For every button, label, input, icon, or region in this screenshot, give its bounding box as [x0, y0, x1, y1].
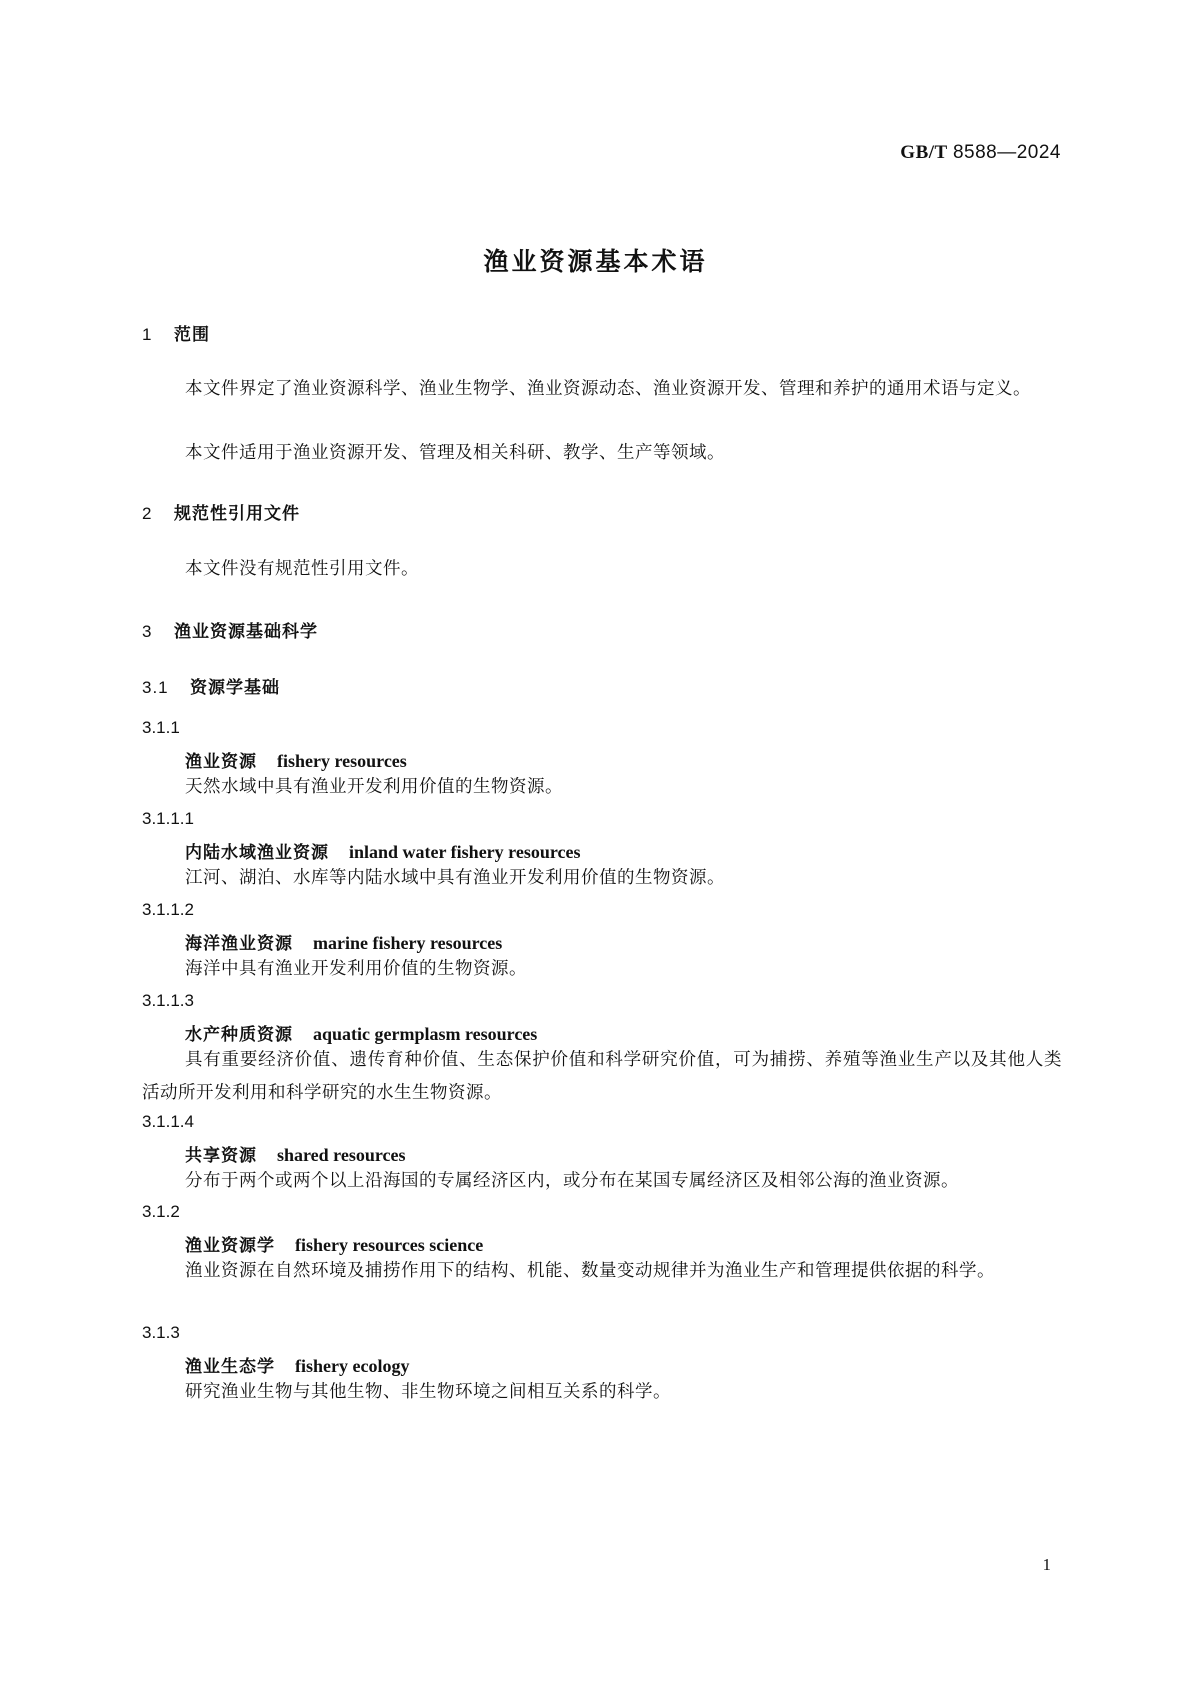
term-en: aquatic germplasm resources — [313, 1024, 538, 1044]
term-zh: 共享资源 — [185, 1146, 257, 1166]
standard-code — [900, 142, 1061, 164]
document-title: 渔业资源基本术语 — [483, 247, 708, 276]
section-title: 渔业资源基础科学 — [174, 622, 318, 642]
term-zh: 海洋渔业资源 — [185, 934, 293, 954]
term-en: marine fishery resources — [313, 933, 503, 953]
term-definition: 研究渔业生物与其他生物、非生物环境之间相互关系的科学。 — [185, 1382, 671, 1402]
term-number: 3.1.2 — [142, 1202, 180, 1221]
section-1-paragraph-2: 本文件适用于渔业资源开发、管理及相关科研、教学、生产等领域。 — [185, 443, 725, 463]
term-en: inland water fishery resources — [349, 842, 581, 862]
term-number: 3.1.1.3 — [142, 991, 194, 1010]
term-number: 3.1.1.4 — [142, 1112, 194, 1131]
term-en: shared resources — [277, 1145, 406, 1165]
section-1-heading — [142, 320, 210, 345]
term-number: 3.1.1 — [142, 718, 180, 737]
term-number: 3.1.1.2 — [142, 900, 194, 919]
section-number: 2 — [142, 504, 153, 523]
term-definition: 具有重要经济价值、遗传育种价值、生态保护价值和科学研究价值，可为捕捞、养殖等渔业生产以及其他人类活动所开发利用和科学研究的水生生物资源。 — [142, 1050, 1062, 1103]
term-zh: 内陆水域渔业资源 — [185, 843, 329, 863]
term-en: fishery resources science — [295, 1235, 484, 1255]
term-heading — [185, 1141, 406, 1166]
term-number: 3.1.1.1 — [142, 809, 194, 828]
term-en: fishery ecology — [295, 1356, 410, 1376]
section-number: 3 — [142, 622, 153, 641]
term-definition: 天然水域中具有渔业开发利用价值的生物资源。 — [185, 777, 563, 797]
standard-code-number: 8588—2024 — [952, 142, 1061, 163]
term-heading — [185, 1231, 483, 1256]
term-zh: 渔业资源学 — [185, 1236, 275, 1256]
section-title: 规范性引用文件 — [174, 504, 300, 524]
section-2-heading — [142, 499, 300, 524]
section-3-1-heading — [142, 673, 280, 698]
section-number: 3.1 — [142, 678, 169, 697]
section-title: 资源学基础 — [190, 678, 280, 698]
term-heading — [185, 929, 502, 954]
term-heading — [185, 1352, 409, 1377]
term-definition: 江河、湖泊、水库等内陆水域中具有渔业开发利用价值的生物资源。 — [185, 868, 725, 888]
term-en: fishery resources — [277, 751, 407, 771]
section-title: 范围 — [174, 325, 210, 345]
standard-code-prefix: GB/T — [900, 142, 948, 163]
term-definition: 分布于两个或两个以上沿海国的专属经济区内，或分布在某国专属经济区及相邻公海的渔业资源。 — [185, 1171, 959, 1191]
term-zh: 水产种质资源 — [185, 1025, 293, 1045]
section-1-paragraph-1: 本文件界定了渔业资源科学、渔业生物学、渔业资源动态、渔业资源开发、管理和养护的通用术语与定义。 — [185, 379, 1031, 399]
term-heading — [185, 838, 581, 863]
page-number: 1 — [1042, 1555, 1051, 1574]
term-zh: 渔业生态学 — [185, 1357, 275, 1377]
term-zh: 渔业资源 — [185, 752, 257, 772]
section-2-paragraph-1: 本文件没有规范性引用文件。 — [185, 559, 419, 579]
term-definition: 海洋中具有渔业开发利用价值的生物资源。 — [185, 959, 527, 979]
term-number: 3.1.3 — [142, 1323, 180, 1342]
term-heading — [185, 747, 407, 772]
section-number: 1 — [142, 325, 153, 344]
term-heading — [185, 1020, 537, 1045]
term-definition: 渔业资源在自然环境及捕捞作用下的结构、机能、数量变动规律并为渔业生产和管理提供依据的科学。 — [185, 1261, 995, 1281]
section-3-heading — [142, 617, 318, 642]
